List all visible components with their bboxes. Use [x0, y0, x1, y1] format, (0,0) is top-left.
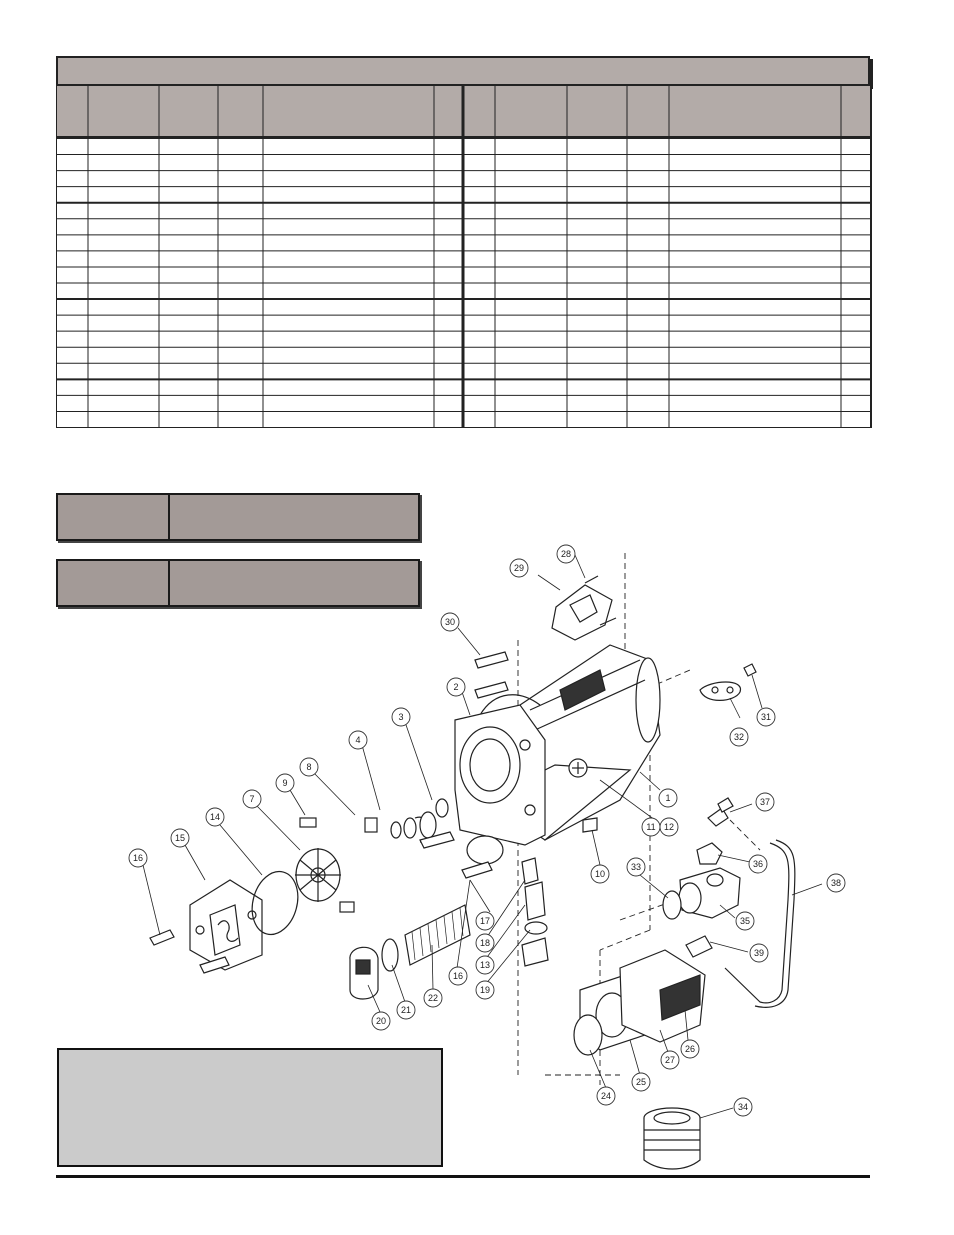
- svg-text:33: 33: [630, 862, 642, 872]
- svg-text:36: 36: [752, 859, 764, 869]
- callout-28: [557, 545, 575, 563]
- svg-text:21: 21: [400, 1005, 412, 1015]
- parts-table-grid: [56, 138, 872, 427]
- elbow-fitting: [663, 868, 740, 919]
- callout-15: [171, 829, 189, 847]
- svg-text:31: 31: [760, 712, 772, 722]
- pump-housing: [455, 705, 545, 864]
- callout-29: [510, 559, 528, 577]
- parts-table: [56, 56, 872, 427]
- svg-text:13: 13: [479, 960, 491, 970]
- exploded-parts-diagram: [120, 540, 842, 1180]
- callout-22: [424, 989, 442, 1007]
- svg-text:30: 30: [444, 617, 456, 627]
- svg-text:15: 15: [174, 833, 186, 843]
- svg-text:16: 16: [132, 853, 144, 863]
- svg-text:28: 28: [560, 549, 572, 559]
- svg-text:20: 20: [375, 1016, 387, 1026]
- svg-text:39: 39: [753, 948, 765, 958]
- callout-21: [397, 1001, 415, 1019]
- svg-text:3: 3: [398, 712, 404, 722]
- svg-text:4: 4: [355, 735, 361, 745]
- svg-text:12: 12: [663, 822, 675, 832]
- svg-text:10: 10: [594, 869, 606, 879]
- callout-10: [591, 865, 609, 883]
- svg-text:35: 35: [739, 916, 751, 926]
- adapter-assembly: [574, 950, 705, 1055]
- svg-text:18: 18: [479, 938, 491, 948]
- callout-7: [243, 790, 261, 808]
- callout-1: [659, 789, 677, 807]
- callout-18: [476, 934, 494, 952]
- svg-text:37: 37: [759, 797, 771, 807]
- callout-16a: [129, 849, 147, 867]
- parts-table-title-bar: [56, 56, 870, 86]
- callout-3: [392, 708, 410, 726]
- callout-9: [276, 774, 294, 792]
- svg-text:34: 34: [737, 1102, 749, 1112]
- callout-14: [206, 808, 224, 826]
- callout-24: [597, 1087, 615, 1105]
- callout-31: [757, 708, 775, 726]
- callout-17: [476, 912, 494, 930]
- svg-text:2: 2: [453, 682, 459, 692]
- callout-12: [660, 818, 678, 836]
- callout-25: [632, 1073, 650, 1091]
- rotor: [295, 818, 354, 912]
- svg-text:11: 11: [646, 822, 656, 832]
- svg-text:32: 32: [733, 732, 745, 742]
- callout-13: [476, 956, 494, 974]
- large-fitting: [644, 1108, 700, 1169]
- svg-text:17: 17: [479, 916, 491, 926]
- svg-text:38: 38: [830, 878, 842, 888]
- callout-35: [736, 912, 754, 930]
- svg-text:8: 8: [306, 762, 312, 772]
- svg-text:9: 9: [282, 778, 288, 788]
- svg-text:29: 29: [513, 563, 525, 573]
- info-box-1-divider: [168, 495, 170, 539]
- svg-text:16: 16: [452, 971, 464, 981]
- callout-27: [661, 1051, 679, 1069]
- svg-text:7: 7: [249, 794, 255, 804]
- callout-32: [730, 728, 748, 746]
- callout-20: [372, 1012, 390, 1030]
- callout-37: [756, 793, 774, 811]
- callout-16b: [449, 967, 467, 985]
- svg-text:22: 22: [427, 993, 439, 1003]
- svg-text:14: 14: [209, 812, 221, 822]
- callout-4: [349, 731, 367, 749]
- callout-34: [734, 1098, 752, 1116]
- rear-plate: [700, 664, 756, 700]
- svg-text:19: 19: [479, 985, 491, 995]
- callout-33: [627, 858, 645, 876]
- callout-38: [827, 874, 845, 892]
- callout-8: [300, 758, 318, 776]
- callout-19: [476, 981, 494, 999]
- svg-text:26: 26: [684, 1044, 696, 1054]
- bolt-16b: [462, 862, 492, 878]
- strainer: [350, 905, 470, 999]
- callout-2: [447, 678, 465, 696]
- callout-26: [681, 1040, 699, 1058]
- callout-11: [642, 818, 660, 836]
- parts-table-header-dividers: [56, 86, 872, 138]
- svg-text:24: 24: [600, 1091, 612, 1101]
- callout-39: [750, 944, 768, 962]
- svg-text:27: 27: [664, 1055, 676, 1065]
- svg-text:25: 25: [635, 1077, 647, 1087]
- callout-30: [441, 613, 459, 631]
- info-box-1: [56, 493, 420, 541]
- end-cover: [150, 880, 262, 973]
- svg-text:1: 1: [665, 793, 671, 803]
- callout-36: [749, 855, 767, 873]
